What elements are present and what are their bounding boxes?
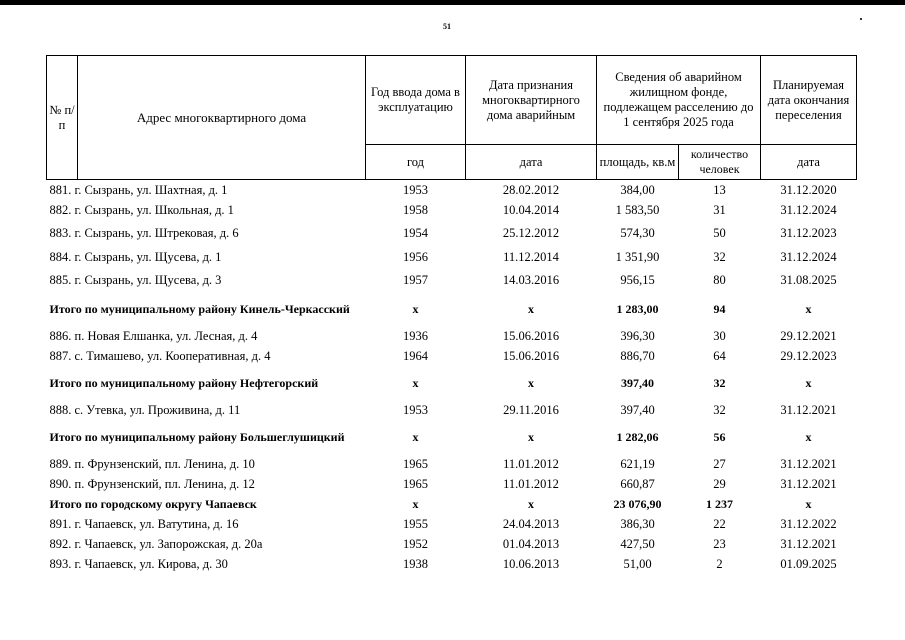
row-area: 386,30 [620, 516, 655, 531]
row-planned: 01.09.2025 [780, 556, 837, 571]
row-people: 29 [713, 476, 726, 491]
subtotal-people: 56 [713, 429, 726, 444]
header-fund-info: Сведения об аварийном жилищном фонде, подлежащем расселению до 1 сентября 2025 года [597, 56, 761, 145]
row-address: 883. г. Сызрань, ул. Штрековая, д. 6 [49, 225, 239, 240]
subtotal-label: Итого по муниципальному району Кинель-Черкасский [49, 302, 350, 316]
row-year: 1952 [403, 536, 428, 551]
row-date: 15.06.2016 [502, 328, 560, 343]
row-date: 24.04.2013 [502, 516, 560, 531]
subtotal-label: Итого по муниципальному району Большеглушицкий [49, 430, 345, 444]
row-date: 11.12.2014 [503, 249, 559, 264]
row-area: 1 351,90 [615, 249, 660, 264]
row-planned: 29.12.2023 [780, 348, 837, 363]
page-number: 51 [443, 22, 451, 31]
row-planned: 29.12.2021 [780, 328, 837, 343]
subtotal-row [47, 292, 857, 326]
row-area: 397,40 [620, 402, 655, 417]
table-row [47, 246, 857, 268]
table-row [47, 474, 857, 494]
row-year: 1954 [403, 225, 428, 240]
subtotal-row [47, 420, 857, 454]
row-area: 574,30 [620, 225, 655, 240]
row-planned: 31.12.2024 [780, 249, 837, 264]
row-people: 31 [713, 202, 726, 217]
subtotal-label: Итого по муниципальному району Нефтегорский [49, 376, 319, 390]
row-year: 1957 [403, 272, 428, 287]
row-year: 1956 [403, 249, 428, 264]
table-row [47, 534, 857, 554]
row-area: 51,00 [623, 556, 652, 571]
row-address: 891. г. Чапаевск, ул. Ватутина, д. 16 [49, 516, 239, 531]
row-address: 884. г. Сызрань, ул. Щусева, д. 1 [49, 249, 222, 264]
subtotal-year: x [412, 496, 419, 511]
row-year: 1964 [403, 348, 428, 363]
subtotal-year: x [412, 429, 419, 444]
header-address: Адрес многоквартирного дома [78, 56, 366, 180]
row-planned: 31.12.2023 [780, 225, 837, 240]
subtotal-year: x [412, 301, 419, 316]
row-address: 888. с. Утевка, ул. Проживина, д. 11 [49, 402, 241, 417]
row-planned: 31.12.2022 [780, 516, 837, 531]
table-row [47, 268, 857, 292]
row-date: 25.12.2012 [502, 225, 560, 240]
subtotal-date: x [528, 375, 534, 390]
row-people: 80 [713, 272, 726, 287]
row-date: 11.01.2012 [503, 476, 559, 491]
scan-speck [860, 18, 862, 20]
row-planned: 31.08.2025 [780, 272, 837, 287]
row-people: 50 [713, 225, 726, 240]
subtotal-date: x [528, 429, 534, 444]
row-year: 1965 [403, 456, 428, 471]
subtotal-people: 32 [713, 375, 726, 390]
table-row [47, 180, 857, 201]
subtotal-date: x [528, 496, 534, 511]
table-row [47, 346, 857, 366]
row-year: 1958 [403, 202, 428, 217]
header-planned-date: Планируемая дата окончания переселения [761, 56, 857, 145]
subtotal-area: 397,40 [621, 375, 654, 390]
resettlement-table [46, 55, 857, 574]
row-address: 885. г. Сызрань, ул. Щусева, д. 3 [49, 272, 222, 287]
row-people: 23 [713, 536, 726, 551]
row-address: 893. г. Чапаевск, ул. Кирова, д. 30 [49, 556, 228, 571]
subtotal-year: x [412, 375, 419, 390]
row-area: 956,15 [620, 272, 655, 287]
row-date: 10.06.2013 [502, 556, 560, 571]
resettlement-table-container [46, 55, 856, 574]
subtotal-row [47, 366, 857, 400]
row-planned: 31.12.2020 [780, 182, 837, 197]
row-year: 1953 [403, 182, 428, 197]
row-address: 892. г. Чапаевск, ул. Запорожская, д. 20а [49, 536, 263, 551]
row-year: 1953 [403, 402, 428, 417]
subtotal-row [47, 494, 857, 514]
subtotal-people: 94 [713, 301, 726, 316]
row-planned: 31.12.2021 [780, 476, 837, 491]
row-address: 887. с. Тимашево, ул. Кооперативная, д. 4 [49, 348, 271, 363]
row-people: 22 [713, 516, 726, 531]
row-area: 621,19 [620, 456, 655, 471]
row-address: 886. п. Новая Елшанка, ул. Лесная, д. 4 [49, 328, 258, 343]
subtotal-planned: x [805, 496, 812, 511]
subheader-people: количество человек [679, 145, 761, 180]
row-date: 29.11.2016 [503, 402, 559, 417]
row-address: 890. п. Фрунзенский, пл. Ленина, д. 12 [49, 476, 255, 491]
table-row [47, 514, 857, 534]
row-date: 10.04.2014 [502, 202, 560, 217]
row-area: 427,50 [620, 536, 655, 551]
subtotal-area: 1 283,00 [616, 301, 659, 316]
row-people: 32 [713, 402, 726, 417]
row-area: 886,70 [620, 348, 655, 363]
table-row [47, 554, 857, 574]
row-address: 881. г. Сызрань, ул. Шахтная, д. 1 [49, 182, 228, 197]
row-planned: 31.12.2021 [780, 456, 837, 471]
row-address: 889. п. Фрунзенский, пл. Ленина, д. 10 [49, 456, 255, 471]
subheader-year: год [366, 145, 466, 180]
row-planned: 31.12.2021 [780, 536, 837, 551]
header-number: № п/п [47, 56, 78, 180]
row-year: 1936 [403, 328, 428, 343]
top-border [0, 0, 905, 5]
table-row [47, 454, 857, 474]
row-area: 1 583,50 [615, 202, 660, 217]
subtotal-date: x [528, 301, 534, 316]
subtotal-area: 23 076,90 [613, 496, 662, 511]
subheader-date: дата [466, 145, 597, 180]
row-date: 15.06.2016 [502, 348, 560, 363]
subheader-area: площадь, кв.м [597, 145, 679, 180]
row-year: 1938 [403, 556, 428, 571]
header-year-built: Год ввода дома в эксплуатацию [366, 56, 466, 145]
row-people: 27 [713, 456, 726, 471]
subtotal-people: 1 237 [706, 496, 733, 511]
subheader-planned: дата [761, 145, 857, 180]
row-date: 28.02.2012 [502, 182, 560, 197]
row-planned: 31.12.2021 [780, 402, 837, 417]
row-people: 13 [713, 182, 726, 197]
table-row [47, 326, 857, 346]
table-row [47, 200, 857, 220]
row-year: 1955 [403, 516, 428, 531]
row-address: 882. г. Сызрань, ул. Школьная, д. 1 [49, 202, 234, 217]
subtotal-planned: x [805, 429, 812, 444]
row-people: 32 [713, 249, 726, 264]
table-row [47, 220, 857, 246]
row-date: 01.04.2013 [502, 536, 560, 551]
row-people: 30 [713, 328, 726, 343]
subtotal-planned: x [805, 301, 812, 316]
header-date-declared: Дата признания многоквартирного дома аварийным [466, 56, 597, 145]
row-date: 11.01.2012 [503, 456, 559, 471]
row-year: 1965 [403, 476, 428, 491]
row-planned: 31.12.2024 [780, 202, 837, 217]
row-area: 396,30 [620, 328, 655, 343]
subtotal-area: 1 282,06 [616, 429, 659, 444]
row-date: 14.03.2016 [502, 272, 560, 287]
subtotal-planned: x [805, 375, 812, 390]
table-row [47, 400, 857, 420]
subtotal-label: Итого по городскому округу Чапаевск [49, 497, 257, 511]
row-area: 660,87 [620, 476, 655, 491]
row-people: 2 [716, 556, 723, 571]
row-area: 384,00 [620, 182, 655, 197]
row-people: 64 [713, 348, 726, 363]
